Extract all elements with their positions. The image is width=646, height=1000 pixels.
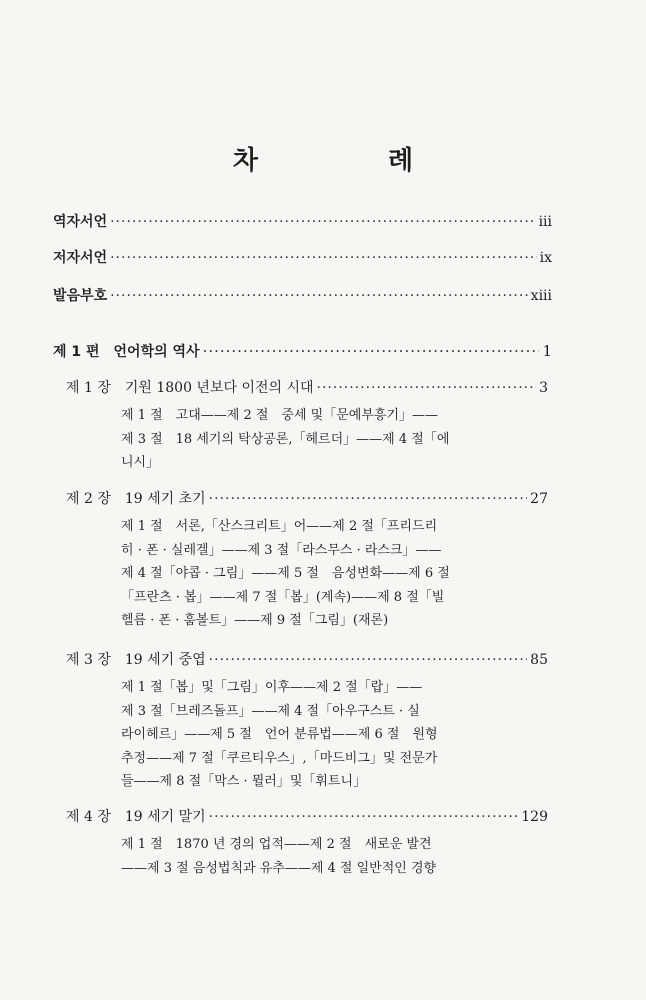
section-line: 제 3 절「브레즈돌프」——제 4 절「아우구스트 · 실: [121, 703, 420, 719]
dot-leader: [110, 250, 537, 266]
toc-entry-page: 1: [542, 342, 552, 360]
section-line: 라이헤르」——제 5 절 언어 분류법——제 6 절 원형: [121, 727, 438, 742]
toc-entry-page: 27: [530, 491, 548, 507]
toc-entry-chapter-4[interactable]: [66, 806, 548, 826]
page-title: 차 례: [232, 146, 466, 176]
toc-entry-translator-preface[interactable]: [53, 211, 552, 231]
chapter-1-sections: [121, 404, 481, 475]
dot-leader: [317, 380, 537, 396]
section-line: 제 4 절「야콥 · 그림」——제 5 절 음성변화——제 6 절: [121, 566, 450, 581]
dot-leader: [209, 491, 528, 507]
dot-leader: [209, 652, 528, 668]
toc-entry-label: 제 4 장 19 세기 말기: [66, 809, 206, 825]
section-line: 「프란츠 · 봅」——제 7 절「봅」(계속)——제 8 절「빌: [121, 589, 445, 605]
toc-entry-chapter-1[interactable]: [66, 377, 548, 397]
toc-entry-page: iii: [538, 214, 552, 230]
dot-leader: [110, 214, 535, 230]
section-line: 제 1 절 1870 년 경의 업적——제 2 절 새로운 발견: [121, 837, 432, 852]
section-line: 제 1 절 고대——제 2 절 중세 및「문예부흥기」——: [121, 408, 439, 423]
chapter-2-sections: [121, 515, 481, 633]
dot-leader: [203, 342, 540, 360]
toc-entry-author-preface[interactable]: [53, 247, 552, 267]
toc-entry-part-1[interactable]: [53, 341, 552, 361]
toc-entry-page: xiii: [530, 288, 552, 304]
dot-leader: [110, 288, 528, 304]
toc-entry-page: 85: [530, 652, 548, 668]
toc-entry-label: 저자서언: [53, 250, 108, 266]
toc-entry-label: 제 2 장 19 세기 초기: [66, 491, 206, 507]
section-line: 추정——제 7 절「쿠르티우스」,「마드비그」및 전문가: [121, 750, 438, 766]
toc-entry-label: 제 1 장 기원 1800 년보다 이전의 시대: [66, 380, 314, 396]
toc-entry-page: ix: [539, 250, 552, 266]
toc-entry-chapter-3[interactable]: [66, 649, 548, 669]
toc-entry-label: 제 3 장 19 세기 중엽: [66, 652, 206, 668]
section-line: 제 3 절 18 세기의 탁상공론,「헤르더」——제 4 절「에: [121, 431, 450, 447]
toc-entry-page: 3: [539, 380, 548, 396]
chapter-4-sections: [121, 833, 481, 880]
section-line: 헬름 · 폰 · 훔볼트」——제 9 절「그림」(재론): [121, 613, 389, 628]
section-line: 히 · 폰 · 실레겔」——제 3 절「라스무스 · 라스크」——: [121, 542, 442, 558]
section-line: 들——제 8 절「막스 · 뮐러」및「휘트니」: [121, 774, 367, 789]
toc-entry-label: 제 1 편 언어학의 역사: [53, 344, 200, 360]
toc-entry-label: 발음부호: [53, 288, 108, 304]
section-line: 니시」: [121, 455, 160, 470]
chapter-3-sections: [121, 676, 481, 794]
section-line: 제 1 절「봅」및「그림」이후——제 2 절「랍」——: [121, 680, 423, 695]
toc-entry-page: 129: [521, 809, 548, 825]
section-line: ——제 3 절 음성법칙과 유추——제 4 절 일반적인 경향: [121, 860, 437, 876]
toc-entry-label: 역자서언: [53, 214, 108, 230]
section-line: 제 1 절 서론,「산스크리트」어——제 2 절「프리드리: [121, 519, 438, 534]
dot-leader: [209, 809, 519, 825]
toc-entry-pronunciation-symbols[interactable]: [53, 285, 552, 305]
toc-entry-chapter-2[interactable]: [66, 488, 548, 508]
